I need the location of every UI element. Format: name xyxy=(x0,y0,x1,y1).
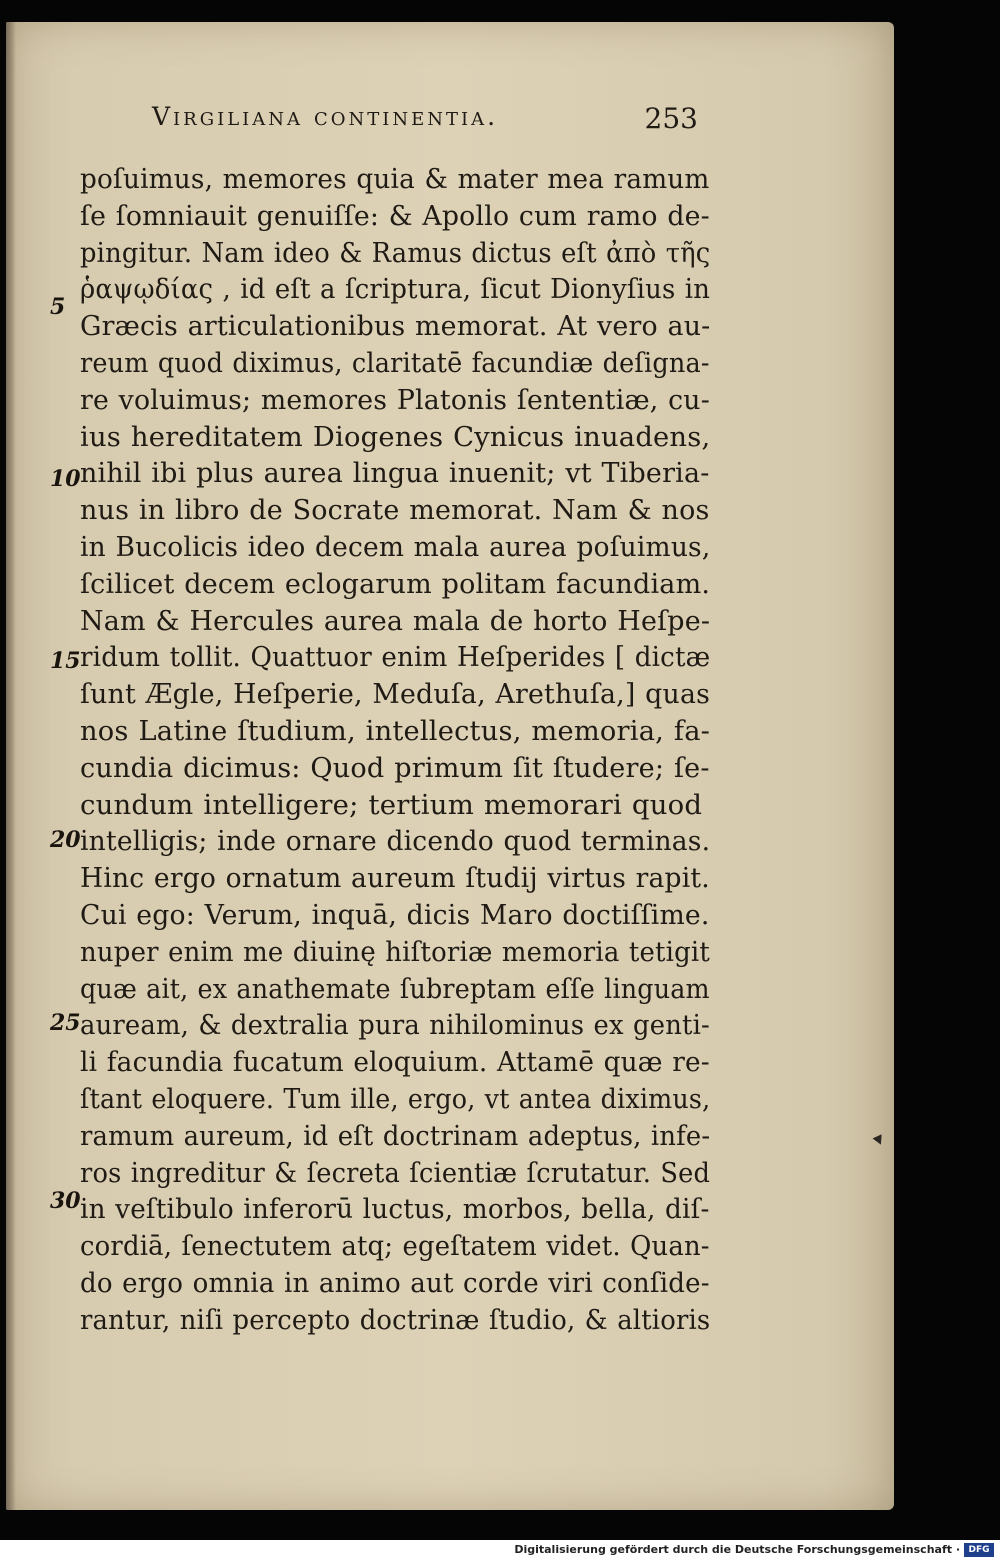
text-line: cundia dicimus: Quod primum ſit ſtudere; ſe- xyxy=(80,751,710,784)
text-line: Hinc ergo ornatum aureum ſtudij virtus rapit. xyxy=(80,862,710,895)
text-line: cundum intelligere; tertium memorari quod xyxy=(80,788,703,821)
text-line: ros ingreditur & ſecreta ſcientiæ ſcrutatur. Sed xyxy=(80,1156,711,1189)
text-line: Nam & Hercules aurea mala de horto Heſpe- xyxy=(80,604,711,637)
text-line: ſe ſomniauit genuiſſe: & Apollo cum ramo de- xyxy=(80,199,710,232)
footer-credit: Digitalisierung gefördert durch die Deutsche Forschungsgemeinschaft · xyxy=(514,1543,960,1556)
line-number-5: 5 xyxy=(50,294,66,320)
text-line: auream, & dextralia pura nihilominus ex genti- xyxy=(80,1009,710,1042)
line-number-15: 15 xyxy=(50,648,81,674)
text-line: in veſtibulo inferorū luctus, morbos, bella, diſ- xyxy=(80,1193,710,1226)
text-line: Græcis articulationibus memorat. At vero au- xyxy=(80,310,711,343)
body-text xyxy=(80,161,710,1339)
text-line: ῥαψῳδίας , id eſt a ſcriptura, ſicut Dionyſius in xyxy=(80,273,711,306)
dfg-logo: DFG xyxy=(964,1543,994,1557)
text-line: ramum aureum, id eſt doctrinam adeptus, infe- xyxy=(80,1119,711,1152)
running-head-title: Virgiliana continentia. xyxy=(152,102,499,131)
text-line: quæ ait, ex anathemate ſubreptam eſſe linguam xyxy=(80,972,710,1005)
text-line: ſtant eloquere. Tum ille, ergo, vt antea diximus, xyxy=(80,1082,711,1115)
text-line: ſunt Ægle, Heſperie, Meduſa, Arethuſa,] quas xyxy=(80,678,711,711)
line-number-10: 10 xyxy=(50,466,81,492)
text-line: re voluimus; memores Platonis ſententiæ, cu- xyxy=(80,383,710,416)
line-number-30: 30 xyxy=(50,1188,81,1214)
line-number-20: 20 xyxy=(50,827,81,853)
text-line: do ergo omnia in animo aut corde viri conſide- xyxy=(80,1266,710,1299)
text-line: intelligis; inde ornare dicendo quod terminas. xyxy=(80,825,711,858)
text-line: in Bucolicis ideo decem mala aurea poſuimus, xyxy=(80,530,711,563)
text-line: ridum tollit. Quattuor enim Heſperides [ dictæ xyxy=(80,641,711,674)
text-line: nus in libro de Socrate memorat. Nam & nos xyxy=(80,494,710,527)
text-line: rantur, niſi percepto doctrinæ ſtudio, & altioris xyxy=(80,1303,711,1336)
page-number: 253 xyxy=(644,102,698,135)
running-head xyxy=(144,98,704,138)
text-line: cordiā, ſenectutem atq; egeſtatem videt. Quan- xyxy=(80,1230,710,1263)
book-page xyxy=(6,22,894,1510)
text-line: ſcilicet decem eclogarum politam facundiam. xyxy=(80,567,711,600)
line-number-25: 25 xyxy=(50,1010,81,1036)
text-line: Cui ego: Verum, inquā, dicis Maro doctiſſime. xyxy=(80,898,710,931)
text-line: nos Latine ſtudium, intellectus, memoria, fa- xyxy=(80,714,711,747)
footer-bar xyxy=(0,1540,1000,1561)
text-line: pingitur. Nam ideo & Ramus dictus eſt ἀπὸ τῆς xyxy=(80,236,711,269)
text-line: li facundia fucatum eloquium. Attamē quæ re- xyxy=(80,1046,710,1079)
text-line: reum quod diximus, claritatē facundiæ deſigna- xyxy=(80,346,710,379)
text-line: poſuimus, memores quia & mater mea ramum xyxy=(80,163,710,195)
text-line: nihil ibi plus aurea lingua inuenit; vt Tiberia- xyxy=(80,457,710,490)
text-line: ius hereditatem Diogenes Cynicus inuadens, xyxy=(80,420,711,453)
text-line: nuper enim me diuinę hiſtoriæ memoria tetigit xyxy=(80,935,711,968)
